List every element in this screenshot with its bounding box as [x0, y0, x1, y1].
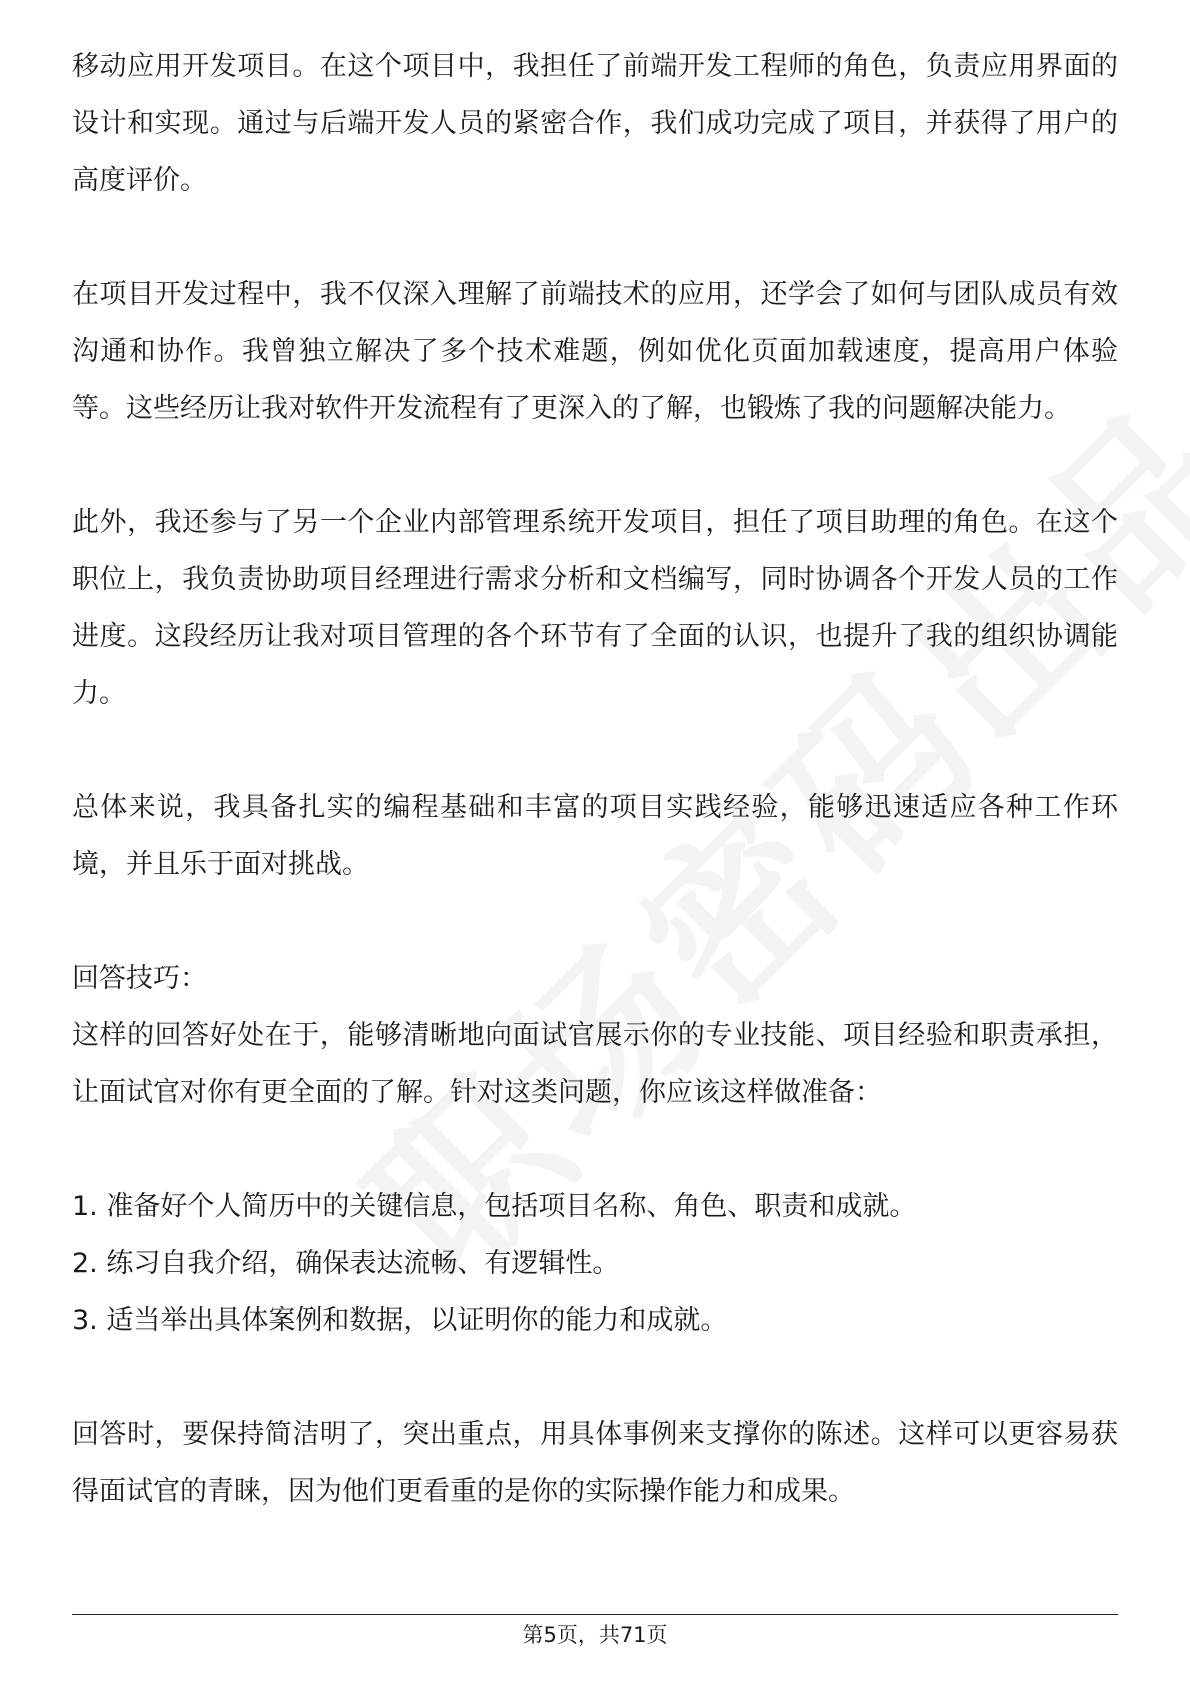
tips-heading: 回答技巧：: [72, 963, 207, 994]
paragraph-2: 在项目开发过程中，我不仅深入理解了前端技术的应用，还学会了如何与团队成员有效沟通和协作。我曾独立解决了多个技术难题，例如优化页面加载速度，提高用户体验等。这些经历让我对软件开发流程有了更深入的了解，也锻炼了我的问题解决能力。: [72, 279, 1118, 424]
paragraph-5: 这样的回答好处在于，能够清晰地向面试官展示你的专业技能、项目经验和职责承担，让面试官对你有更全面的了解。针对这类问题，你应该这样做准备：: [72, 1020, 1118, 1108]
paragraph-gap: [72, 437, 1118, 494]
paragraph-6: 回答时，要保持简洁明了，突出重点，用具体事例来支撑你的陈述。这样可以更容易获得面试官的青睐，因为他们更看重的是你的实际操作能力和成果。: [72, 1419, 1118, 1507]
paragraph-gap: [72, 722, 1118, 779]
list-item: 3. 适当举出具体案例和数据，以证明你的能力和成就。: [72, 1305, 728, 1336]
paragraph-gap: [72, 209, 1118, 266]
paragraph-gap: [72, 893, 1118, 950]
list-item: 2. 练习自我介绍，确保表达流畅、有逻辑性。: [72, 1248, 620, 1279]
page-number: 第5页，共71页: [522, 1623, 668, 1647]
document-body: [72, 38, 1118, 1520]
paragraph-gap: [72, 1349, 1118, 1406]
footer-divider: [72, 1614, 1118, 1615]
paragraph-4: 总体来说，我具备扎实的编程基础和丰富的项目实践经验，能够迅速适应各种工作环境，并且乐于面对挑战。: [72, 792, 1118, 880]
paragraph-3: 此外，我还参与了另一个企业内部管理系统开发项目，担任了项目助理的角色。在这个职位上，我负责协助项目经理进行需求分析和文档编写，同时协调各个开发人员的工作进度。这段经历让我对项目管理的各个环节有了全面的认识，也提升了我的组织协调能力。: [72, 507, 1118, 709]
paragraph-1: 移动应用开发项目。在这个项目中，我担任了前端开发工程师的角色，负责应用界面的设计和实现。通过与后端开发人员的紧密合作，我们成功完成了项目，并获得了用户的高度评价。: [72, 51, 1118, 196]
list-item: 1. 准备好个人简历中的关键信息，包括项目名称、角色、职责和成就。: [72, 1191, 917, 1222]
paragraph-gap: [72, 1121, 1118, 1178]
